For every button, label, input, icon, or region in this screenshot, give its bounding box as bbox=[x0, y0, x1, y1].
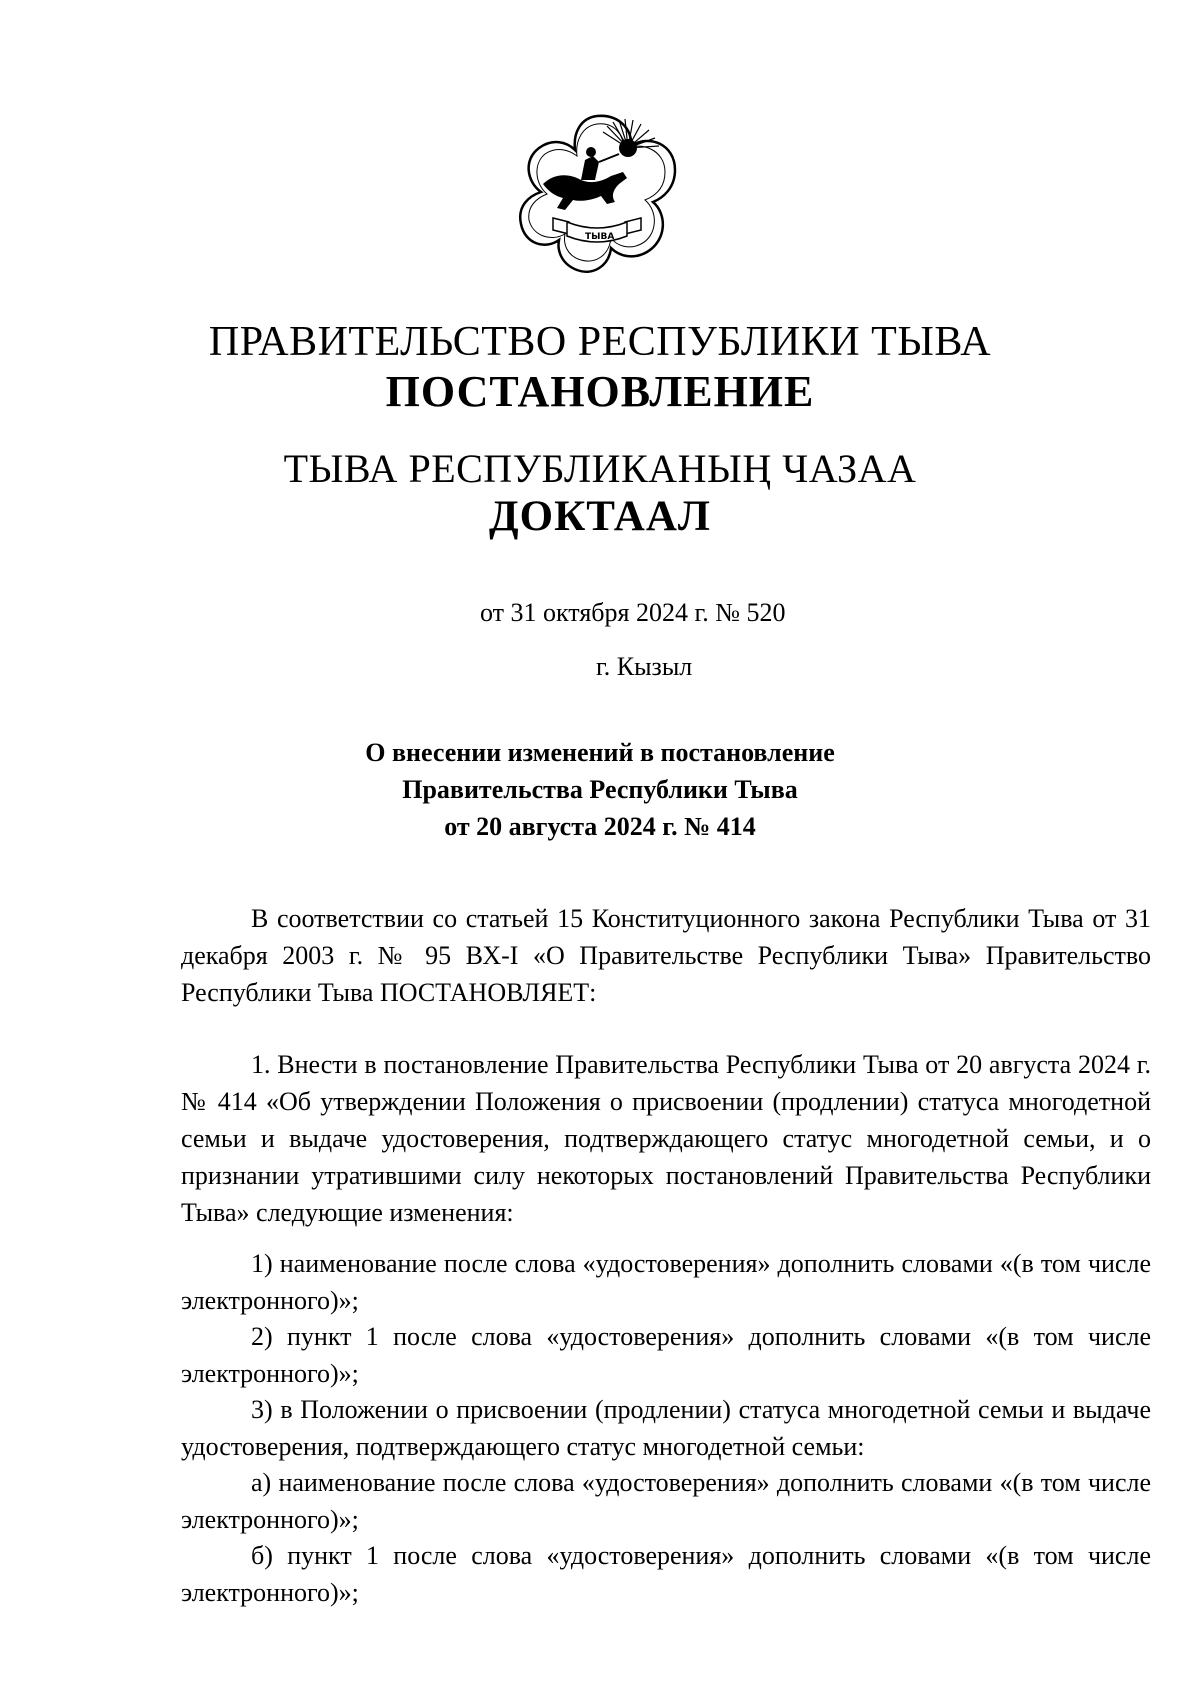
item-1-3-paragraph: 3) в Положении о присвоении (продлении) статуса многодетной семьи и выдаче удостоверения, подтверждающего статус многодетной семьи: bbox=[181, 1395, 1151, 1461]
government-title: ПРАВИТЕЛЬСТВО РЕСПУБЛИКИ ТЫВА bbox=[208, 319, 992, 365]
document-city: г. Кызыл bbox=[596, 652, 693, 681]
tuva-emblem-icon bbox=[515, 110, 680, 280]
subject-line-3: от 20 августа 2024 г. № 414 bbox=[444, 812, 756, 841]
item-1-1-paragraph: 1) наименование после слова «удостоверения» дополнить словами «(в том числе электронного)»; bbox=[181, 1249, 1151, 1315]
document-type-title: ПОСТАНОВЛЕНИЕ bbox=[385, 367, 815, 416]
subject-line-2: Правительства Республики Тыва bbox=[402, 775, 798, 804]
subject-line-1: О внесении изменений в постановление bbox=[365, 738, 835, 767]
item-1-2-paragraph: 2) пункт 1 после слова «удостоверения» дополнить словами «(в том числе электронного)»; bbox=[181, 1322, 1151, 1388]
item-1-3b-paragraph: б) пункт 1 после слова «удостоверения» дополнить словами «(в том числе электронного)»; bbox=[181, 1541, 1151, 1607]
government-title-tyva: ТЫВА РЕСПУБЛИКАНЫҢ ЧАЗАА bbox=[283, 446, 917, 491]
preamble-paragraph: В соответствии со статьей 15 Конституционного закона Республики Тыва от 31 декабря 2003 г. № 95 ВХ-I «О Правительстве Республики Тыва» Правительство Республики Тыва ПОСТАНОВЛЯЕТ: bbox=[181, 904, 1151, 1007]
item-1-3a-paragraph: а) наименование после слова «удостоверения» дополнить словами «(в том числе электронного)»; bbox=[181, 1468, 1151, 1534]
document-type-title-tyva: ДОКТААЛ bbox=[489, 493, 711, 540]
item-1-paragraph: 1. Внести в постановление Правительства Республики Тыва от 20 августа 2024 г. № 414 «Об утверждении Положения о присвоении (продлении) статуса многодетной семьи и выдаче удостоверения, подтверждающего статус многодетной семьи, и о признании утратившими силу некоторых постановлений Правительства Республики Тыва» следующие изменения: bbox=[181, 1050, 1151, 1227]
emblem-ribbon-text: ТЫВА bbox=[585, 232, 615, 242]
document-date-number: от 31 октября 2024 г. № 520 bbox=[480, 598, 786, 627]
